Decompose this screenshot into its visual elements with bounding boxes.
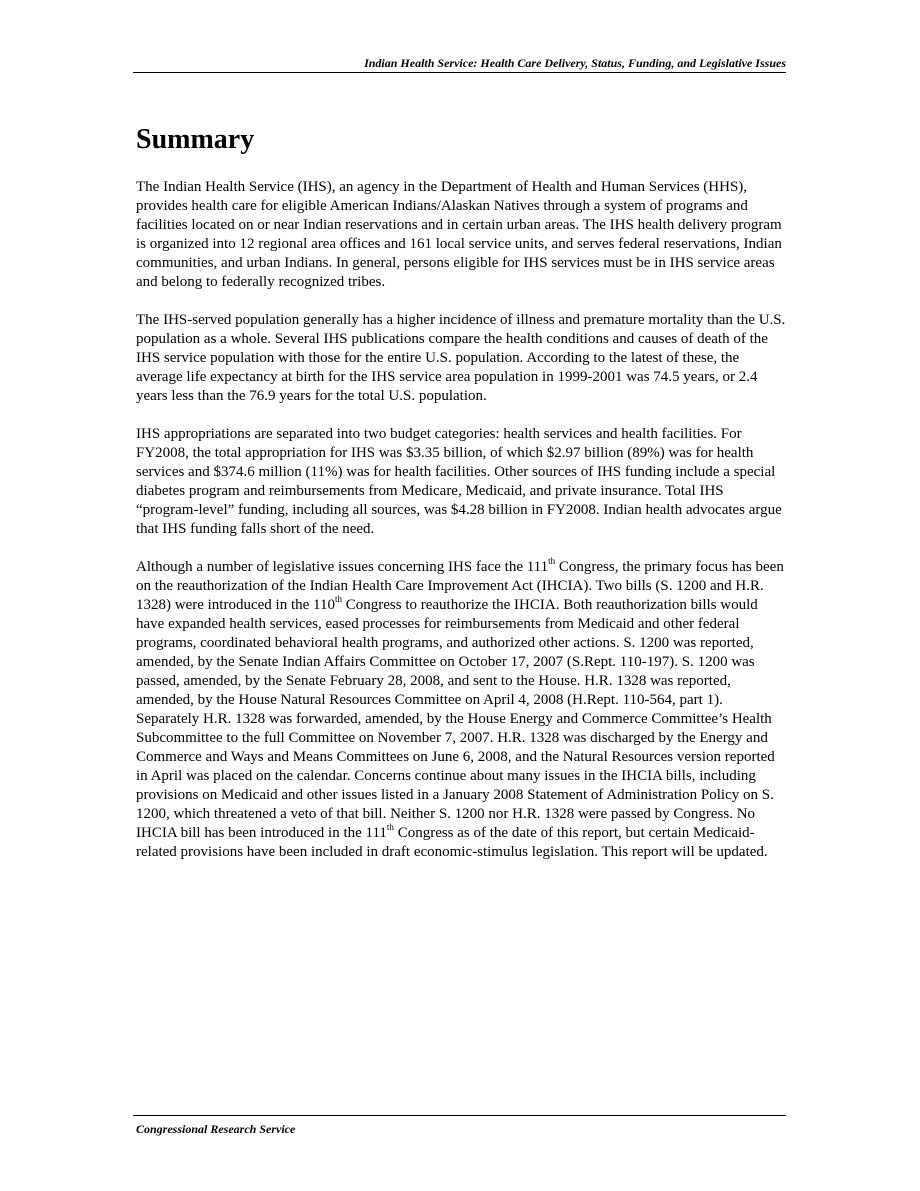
paragraph-overview: The Indian Health Service (IHS), an agency in the Department of Health and Human Services (HHS), provides health care for eligible American Indians/Alaskan Natives through a system of programs and facilities located on or near Indian reservations and in certain urban areas. The IHS health delivery program is organized into 12 regional area offices and 161 local service units, and serves federal reservations, Indian communities, and urban Indians. In general, persons eligible for IHS services must be in IHS service areas and belong to federally recognized tribes. [136, 179, 782, 290]
running-footer: Congressional Research Service [136, 1122, 296, 1136]
legislation-text-3: Congress to reauthorize the IHCIA. Both reauthorization bills would have expanded health services, eased processes for reimbursements from Medicaid and other federal programs, coordinated behavioral health programs, and authorized other actions. S. 1200 was reported, amended, by the Senate Indian Affairs Committee on October 17, 2007 (S.Rept. 110-197). S. 1200 was passed, amended, by the Senate February 28, 2008, and sent to the House. H.R. 1328 was reported, amended, by the House Natural Resources Committee on April 4, 2008 (H.Rept. 110-564, part 1). Separately H.R. 1328 was forwarded, amended, by the House Energy and Commerce Committee’s Health Subcommittee to the full Committee on November 7, 2007. H.R. 1328 was discharged by the Energy and Commerce and Ways and Means Committees on June 6, 2008, and the Natural Resources version reported in April was placed on the calendar. Concerns continue about many issues in the IHCIA bills, including provisions on Medicaid and other issues listed in a January 2008 Statement of Administration Policy on S. 1200, which threatened a veto of that bill. Neither S. 1200 nor H.R. 1328 were passed by Congress. No IHCIA bill has been introduced in the 111 [136, 597, 775, 841]
legislation-text-4: Congress as of the date of this report, but certain Medicaid-related provisions have been included in draft economic-stimulus legislation. This report will be updated. [136, 825, 768, 860]
running-header: Indian Health Service: Health Care Delivery, Status, Funding, and Legislative Issues [364, 56, 786, 70]
legislation-text-1: Although a number of legislative issues concerning IHS face the 111 [136, 559, 549, 575]
paragraph-legislation [136, 558, 788, 862]
legislation-text-2: Congress, the primary focus has been on the reauthorization of the Indian Health Care Improvement Act (IHCIA). Two bills (S. 1200 and H.R. 1328) were introduced in the 110 [136, 559, 784, 613]
ordinal-suffix: th [334, 594, 342, 604]
ordinal-suffix: th [548, 556, 556, 566]
paragraph-appropriations: IHS appropriations are separated into two budget categories: health services and health facilities. For FY2008, the total appropriation for IHS was $3.35 billion, of which $2.97 billion (89%) was for health services and $374.6 million (11%) was for health facilities. Other sources of IHS funding include a special diabetes program and reimbursements from Medicare, Medicaid, and private insurance. Total IHS “program-level” funding, including all sources, was $4.28 billion in FY2008. Indian health advocates argue that IHS funding falls short of the need. [136, 426, 782, 537]
header-rule [133, 72, 786, 73]
footer-rule [133, 1115, 786, 1116]
summary-body [136, 178, 788, 881]
paragraph-health-status: The IHS-served population generally has a higher incidence of illness and premature mortality than the U.S. population as a whole. Several IHS publications compare the health conditions and causes of death of the IHS service population with those for the entire U.S. population. According to the latest of these, the average life expectancy at birth for the IHS service area population in 1999-2001 was 74.5 years, or 2.4 years less than the 76.9 years for the total U.S. population. [136, 312, 786, 404]
ordinal-suffix: th [386, 822, 394, 832]
page-title: Summary [136, 124, 255, 155]
